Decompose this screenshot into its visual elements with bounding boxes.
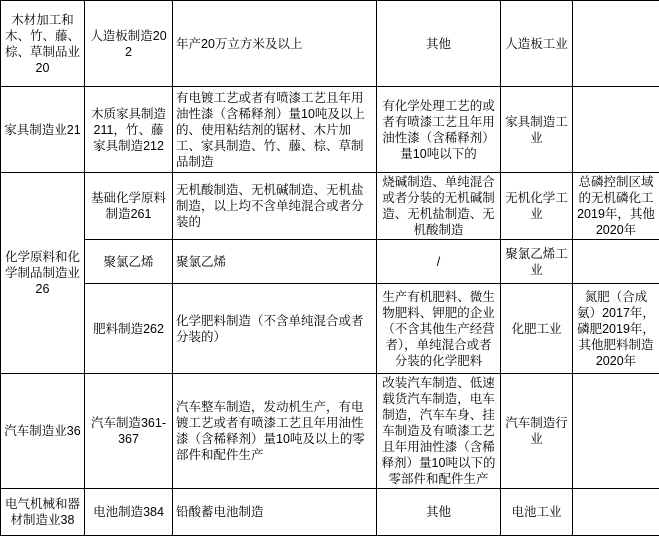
cell-scope-other: 其他 [377, 489, 501, 536]
cell-remark [573, 87, 659, 173]
cell-remark [573, 240, 659, 284]
cell-scope-other: / [377, 240, 501, 284]
cell-scope-other: 生产有机肥料、微生物肥料、钾肥的企业（不含其他生产经营者），单纯混合或者分装的化学肥料 [377, 284, 501, 374]
cell-subsector: 电池制造384 [85, 489, 173, 536]
cell-scope-included: 聚氯乙烯 [173, 240, 377, 284]
cell-industry: 化学原料和化学制品制造业26 [1, 173, 85, 374]
cell-scope-other: 有化学处理工艺的或者有喷漆工艺且年用油性漆（含稀释剂）量10吨以下的 [377, 87, 501, 173]
cell-industry-type: 无机化学工业 [501, 173, 573, 240]
cell-remark: 氮肥（合成氨）2017年，磷肥2019年，其他肥料制造2020年 [573, 284, 659, 374]
cell-scope-included: 有电镀工艺或者有喷漆工艺且年用油性漆（含稀释剂）量10吨及以上的、使用粘结剂的锯材、木片加工、家具制造、竹、藤、棕、草制品制造 [173, 87, 377, 173]
cell-industry-type: 汽车制造行业 [501, 374, 573, 489]
table-row [1, 173, 659, 240]
cell-remark [573, 489, 659, 536]
cell-industry: 汽车制造业36 [1, 374, 85, 489]
table-row [1, 284, 659, 374]
cell-subsector: 肥料制造262 [85, 284, 173, 374]
cell-scope-included: 年产20万立方米及以上 [173, 1, 377, 87]
cell-industry: 家具制造业21 [1, 87, 85, 173]
cell-subsector: 汽车制造361-367 [85, 374, 173, 489]
cell-scope-other: 其他 [377, 1, 501, 87]
table-row [1, 240, 659, 284]
cell-industry-type: 聚氯乙烯工业 [501, 240, 573, 284]
cell-remark: 总磷控制区域的无机磷化工2019年，其他2020年 [573, 173, 659, 240]
cell-subsector: 人造板制造202 [85, 1, 173, 87]
cell-industry-type: 家具制造工业 [501, 87, 573, 173]
cell-scope-included: 汽车整车制造，发动机生产，有电镀工艺或者有喷漆工艺且年用油性漆（含稀释剂）量10吨及以上的零部件和配件生产 [173, 374, 377, 489]
cell-scope-included: 铅酸蓄电池制造 [173, 489, 377, 536]
cell-subsector: 聚氯乙烯 [85, 240, 173, 284]
table-row [1, 1, 659, 87]
cell-industry-type: 电池工业 [501, 489, 573, 536]
cell-remark [573, 374, 659, 489]
cell-scope-other: 烧碱制造、单纯混合或者分装的无机碱制造、无机盐制造、无机酸制造 [377, 173, 501, 240]
cell-subsector: 基础化学原料制造261 [85, 173, 173, 240]
table-row [1, 489, 659, 536]
cell-scope-included: 化学肥料制造（不含单纯混合或者分装的） [173, 284, 377, 374]
cell-industry: 木材加工和木、竹、藤、棕、草制品业20 [1, 1, 85, 87]
cell-scope-included: 无机酸制造、无机碱制造、无机盐制造，以上均不含单纯混合或者分装的 [173, 173, 377, 240]
table-row [1, 87, 659, 173]
cell-scope-other: 改装汽车制造、低速载货汽车制造，电车制造，汽车车身、挂车制造及有喷漆工艺且年用油性漆（含稀释剂）量10吨以下的零部件和配件生产 [377, 374, 501, 489]
cell-industry-type: 人造板工业 [501, 1, 573, 87]
table-row [1, 374, 659, 489]
cell-industry-type: 化肥工业 [501, 284, 573, 374]
cell-subsector: 木质家具制造211，竹、藤家具制造212 [85, 87, 173, 173]
cell-remark [573, 1, 659, 87]
cell-industry: 电气机械和器材制造业38 [1, 489, 85, 536]
